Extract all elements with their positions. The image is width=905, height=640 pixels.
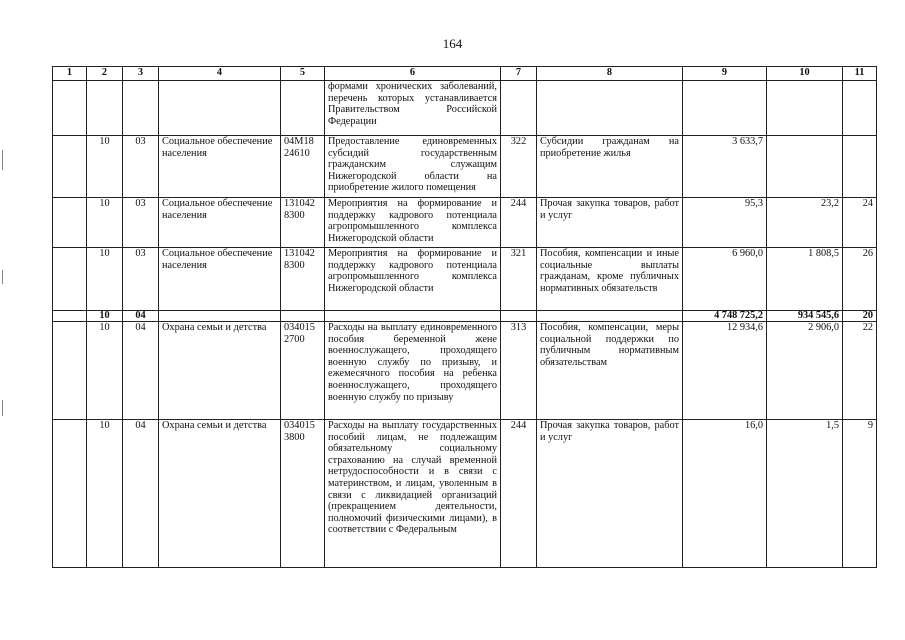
cell-percent: 9 bbox=[843, 420, 877, 568]
column-header: 6 bbox=[325, 67, 501, 81]
cell-target-name: Мероприятия на формирование и поддержку кадрового потенциала агропромышленного комплекса Нижегородской области bbox=[325, 198, 501, 248]
cell-expense-type: 322 bbox=[501, 136, 537, 198]
cell-expense-type-name: Субсидии гражданам на приобретение жилья bbox=[537, 136, 683, 198]
cell-section: 10 bbox=[87, 248, 123, 311]
cell-target-name: Предоставление единовременных субсидий государственным гражданским служащим Нижегородской области на приобретение жилого помещения bbox=[325, 136, 501, 198]
cell-target-code: 131042 8300 bbox=[281, 198, 325, 248]
table-row bbox=[53, 81, 877, 136]
cell-expense-type-name bbox=[537, 311, 683, 322]
cell-amount: 16,0 bbox=[683, 420, 767, 568]
cell-target-code: 034015 2700 bbox=[281, 322, 325, 420]
cell-expense-type: 244 bbox=[501, 198, 537, 248]
cell-col1 bbox=[53, 81, 87, 136]
table-row bbox=[53, 136, 877, 198]
cell-section-name: Социальное обеспечение населения bbox=[159, 136, 281, 198]
cell-amount-executed: 934 545,6 bbox=[767, 311, 843, 322]
cell-amount: 12 934,6 bbox=[683, 322, 767, 420]
cell-section-name: Охрана семьи и детства bbox=[159, 420, 281, 568]
column-header: 1 bbox=[53, 67, 87, 81]
column-header: 3 bbox=[123, 67, 159, 81]
cell-expense-type-name: Пособия, компенсации и иные социальные выплаты гражданам, кроме публичных нормативных обязательств bbox=[537, 248, 683, 311]
column-header: 10 bbox=[767, 67, 843, 81]
cell-col1 bbox=[53, 311, 87, 322]
cell-section bbox=[87, 81, 123, 136]
cell-subsection bbox=[123, 81, 159, 136]
column-header: 4 bbox=[159, 67, 281, 81]
cell-section-name: Охрана семьи и детства bbox=[159, 322, 281, 420]
column-header: 2 bbox=[87, 67, 123, 81]
cell-amount-executed: 1 808,5 bbox=[767, 248, 843, 311]
cell-amount: 95,3 bbox=[683, 198, 767, 248]
cell-section: 10 bbox=[87, 420, 123, 568]
cell-percent: 26 bbox=[843, 248, 877, 311]
cell-target-name: формами хронических заболеваний, перечень которых устанавливается Правительством Российской Федерации bbox=[325, 81, 501, 136]
cell-percent bbox=[843, 136, 877, 198]
cell-col1 bbox=[53, 248, 87, 311]
cell-col1 bbox=[53, 136, 87, 198]
cell-col1 bbox=[53, 198, 87, 248]
table-row bbox=[53, 322, 877, 420]
cell-amount: 6 960,0 bbox=[683, 248, 767, 311]
scan-margin-mark bbox=[2, 270, 3, 284]
column-header: 5 bbox=[281, 67, 325, 81]
cell-subsection: 04 bbox=[123, 322, 159, 420]
budget-table bbox=[52, 66, 877, 568]
table-row bbox=[53, 420, 877, 568]
cell-expense-type: 321 bbox=[501, 248, 537, 311]
cell-target-code bbox=[281, 81, 325, 136]
cell-section-name bbox=[159, 81, 281, 136]
cell-expense-type-name bbox=[537, 81, 683, 136]
cell-section: 10 bbox=[87, 198, 123, 248]
cell-target-code: 131042 8300 bbox=[281, 248, 325, 311]
cell-amount: 3 633,7 bbox=[683, 136, 767, 198]
cell-section: 10 bbox=[87, 136, 123, 198]
cell-amount-executed: 2 906,0 bbox=[767, 322, 843, 420]
cell-expense-type-name: Прочая закупка товаров, работ и услуг bbox=[537, 198, 683, 248]
cell-subsection: 04 bbox=[123, 311, 159, 322]
cell-target-name: Мероприятия на формирование и поддержку кадрового потенциала агропромышленного комплекса Нижегородской области bbox=[325, 248, 501, 311]
cell-section-name bbox=[159, 311, 281, 322]
cell-target-name: Расходы на выплату единовременного пособия беременной жене военнослужащего, проходящего военную службу по призыву, и ежемесячного пособия на ребенка военнослужащего, проходящего военную службу по призыву bbox=[325, 322, 501, 420]
cell-expense-type bbox=[501, 311, 537, 322]
cell-subsection: 03 bbox=[123, 248, 159, 311]
cell-subsection: 04 bbox=[123, 420, 159, 568]
cell-section-name: Социальное обеспечение населения bbox=[159, 198, 281, 248]
cell-col1 bbox=[53, 420, 87, 568]
cell-percent: 22 bbox=[843, 322, 877, 420]
page-number: 164 bbox=[442, 36, 463, 51]
cell-expense-type: 244 bbox=[501, 420, 537, 568]
column-header: 8 bbox=[537, 67, 683, 81]
scan-margin-mark bbox=[2, 150, 3, 170]
cell-expense-type bbox=[501, 81, 537, 136]
cell-subsection: 03 bbox=[123, 136, 159, 198]
cell-expense-type: 313 bbox=[501, 322, 537, 420]
column-number-row bbox=[53, 67, 877, 81]
cell-amount-executed bbox=[767, 136, 843, 198]
table-row bbox=[53, 198, 877, 248]
cell-expense-type-name: Пособия, компенсации, меры социальной поддержки по публичным нормативным обязательствам bbox=[537, 322, 683, 420]
cell-section-name: Социальное обеспечение населения bbox=[159, 248, 281, 311]
cell-subsection: 03 bbox=[123, 198, 159, 248]
cell-percent: 24 bbox=[843, 198, 877, 248]
cell-target-name: Расходы на выплату государственных пособий лицам, не подлежащим обязательному социальному страхованию на случай временной нетрудоспособности и в связи с материнством, и лицам, уволенным в связи с ликвидацией организаций (прекращением деятельности, полномочий физическими лицами), в соответствии с Федеральным bbox=[325, 420, 501, 568]
cell-percent: 20 bbox=[843, 311, 877, 322]
column-header: 7 bbox=[501, 67, 537, 81]
cell-col1 bbox=[53, 322, 87, 420]
subtotal-row bbox=[53, 311, 877, 322]
cell-amount-executed: 23,2 bbox=[767, 198, 843, 248]
cell-target-code: 034015 3800 bbox=[281, 420, 325, 568]
cell-section: 10 bbox=[87, 311, 123, 322]
cell-amount-executed bbox=[767, 81, 843, 136]
column-header: 9 bbox=[683, 67, 767, 81]
cell-target-code bbox=[281, 311, 325, 322]
cell-amount bbox=[683, 81, 767, 136]
cell-amount: 4 748 725,2 bbox=[683, 311, 767, 322]
cell-target-code: 04М18 24610 bbox=[281, 136, 325, 198]
scan-margin-mark bbox=[2, 400, 3, 416]
cell-amount-executed: 1,5 bbox=[767, 420, 843, 568]
cell-target-name bbox=[325, 311, 501, 322]
cell-section: 10 bbox=[87, 322, 123, 420]
cell-expense-type-name: Прочая закупка товаров, работ и услуг bbox=[537, 420, 683, 568]
cell-percent bbox=[843, 81, 877, 136]
column-header: 11 bbox=[843, 67, 877, 81]
table-row bbox=[53, 248, 877, 311]
